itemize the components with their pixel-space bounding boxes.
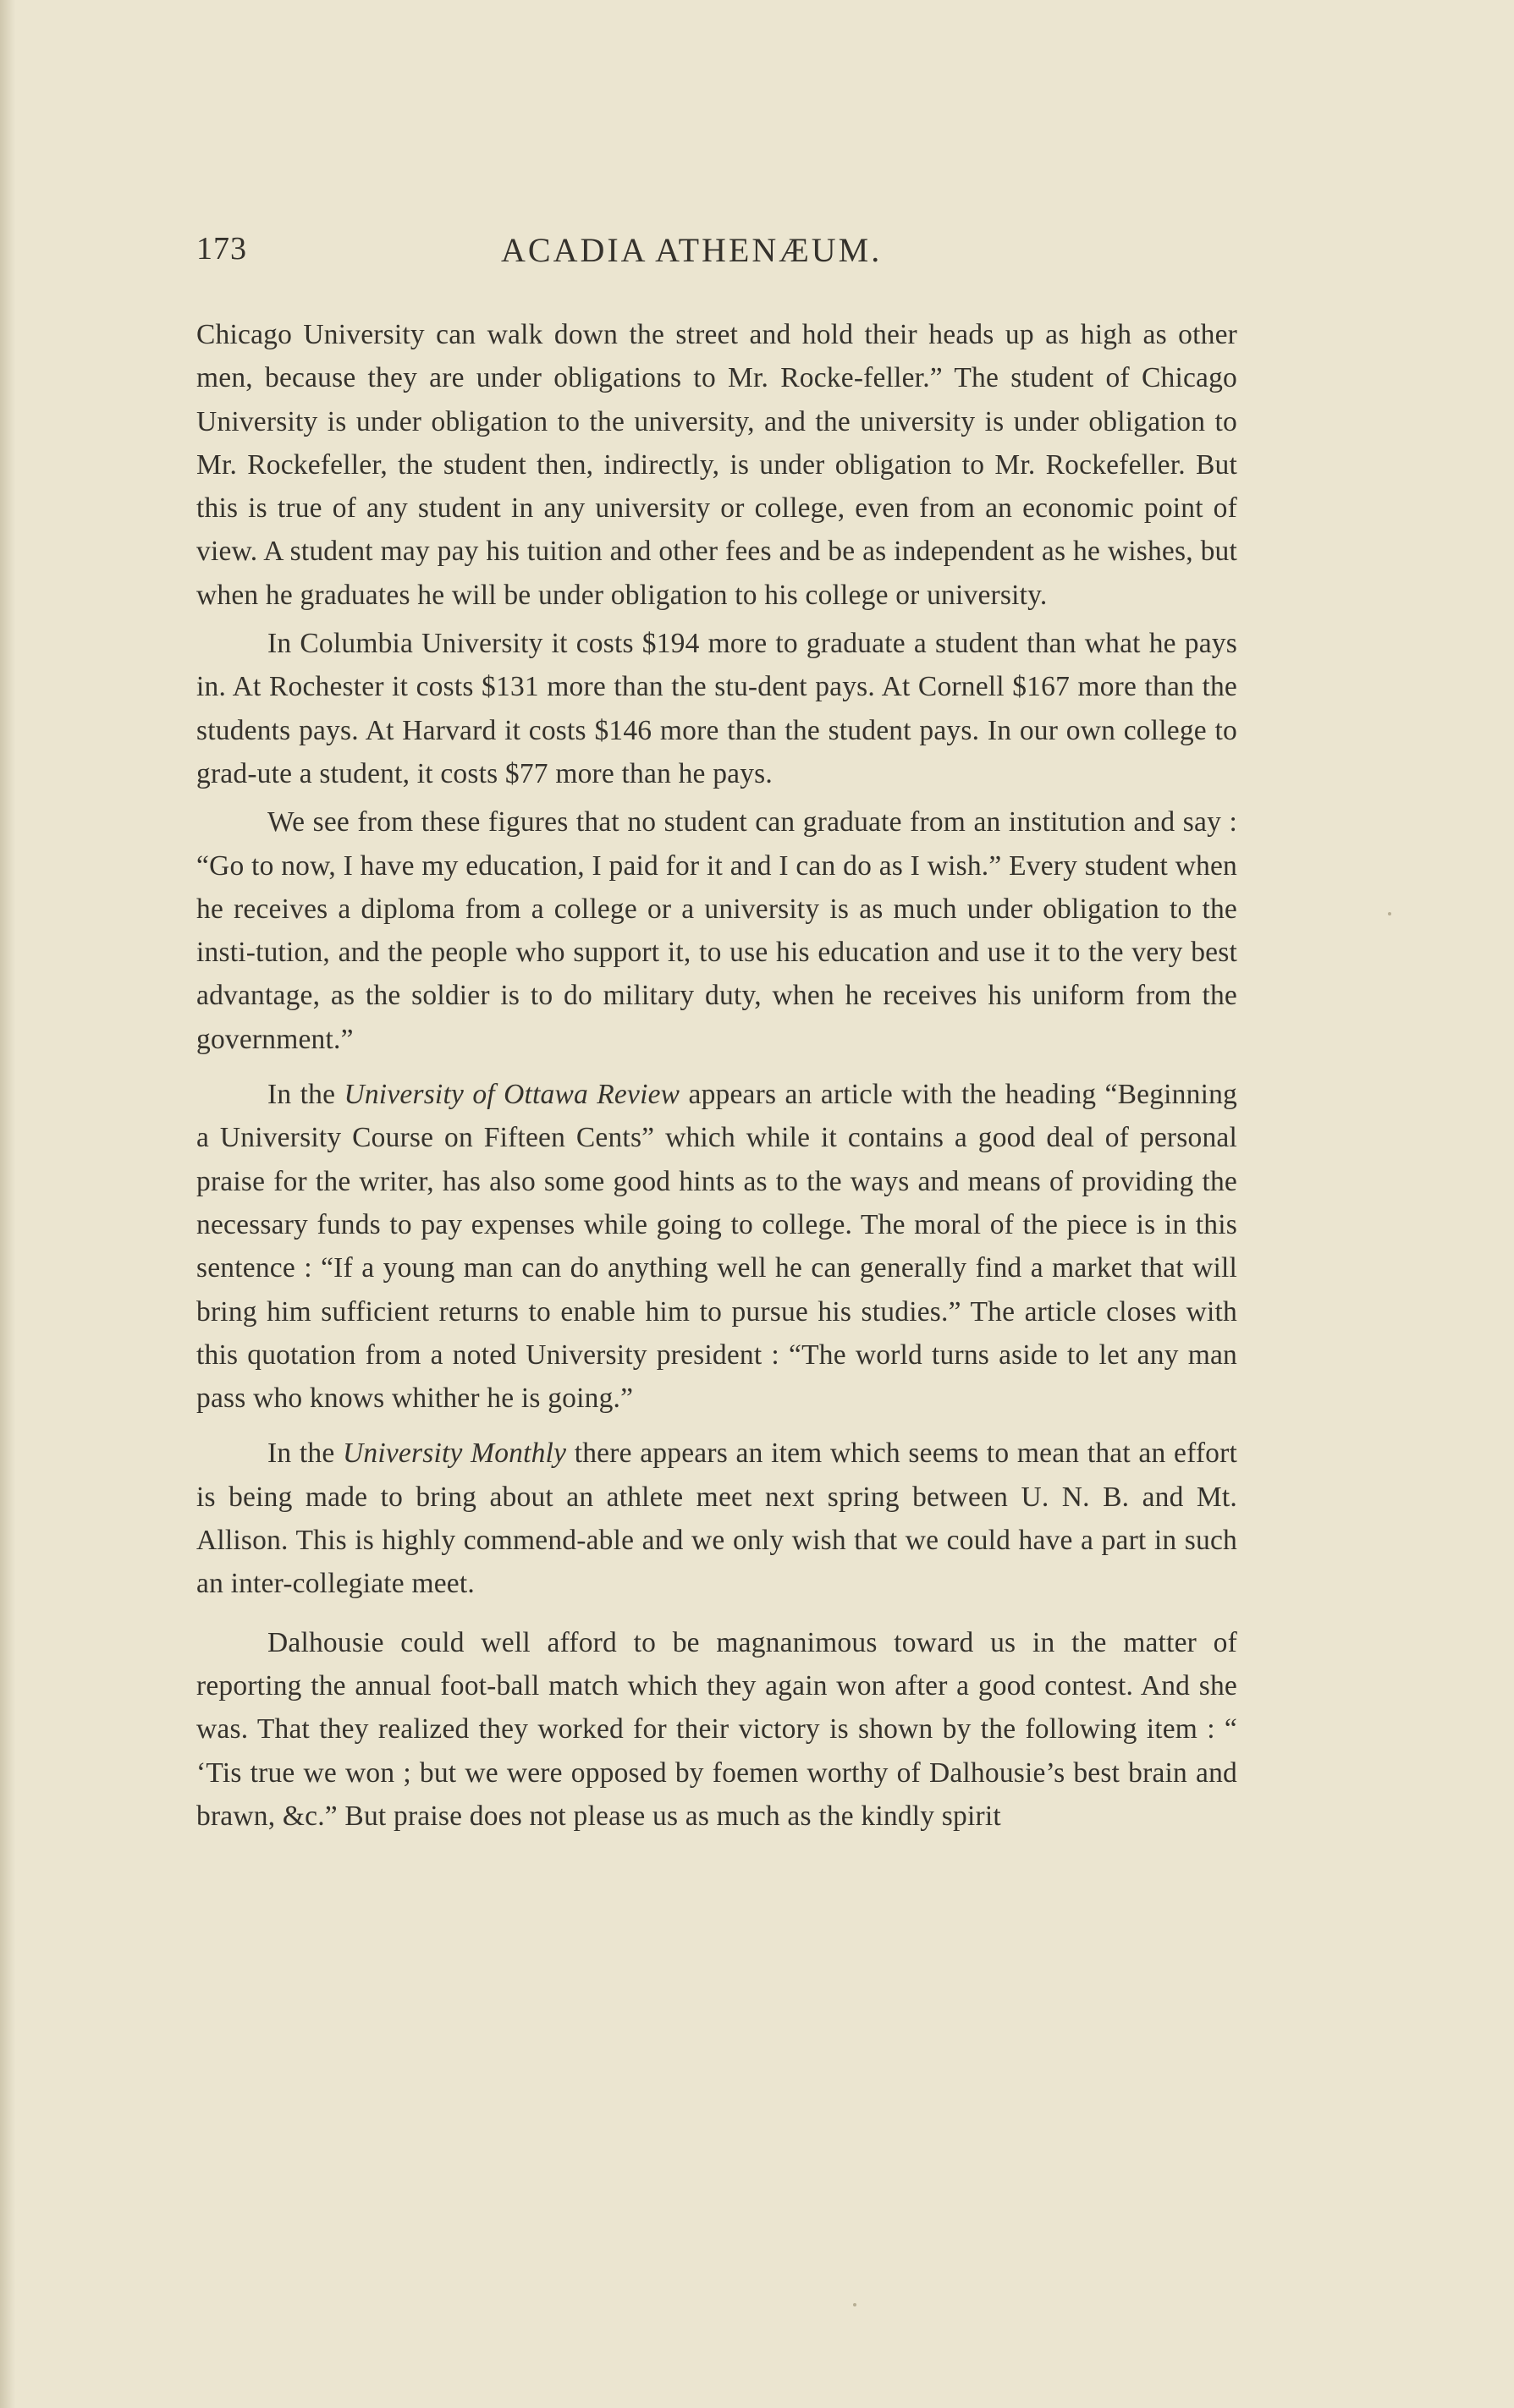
paragraph-text: In Columbia University it costs $194 more to graduate a student than what he pays in. At Rochester it costs $131 more than the stu-dent pays. At Cornell $167 more than the students pays. At Harvard it costs $146 more than the student pays. In our own college to grad-ute a student, it costs $77 more than he pays. — [196, 628, 1237, 789]
paragraph-text: We see from these figures that no student can graduate from an institution and say : “Go to now, I have my education, I paid for it and I can do as I wish.” Every student when he receives a diploma from a college or a university is as much under obligation to the insti-tution, and the people who support it, to use his education and use it to the very best advantage, as the soldier is to do military duty, when he receives his uniform from the government.” — [196, 806, 1237, 1055]
paragraph-text: In the — [267, 1438, 343, 1470]
page-edge-shadow — [0, 0, 15, 2408]
paper-speck — [1388, 912, 1391, 915]
paragraph-dalhousie — [196, 1621, 1237, 1838]
paragraph-text: In the — [267, 1079, 344, 1111]
journal-title: ACADIA ATHENÆUM. — [501, 231, 883, 269]
paragraph-continuation — [196, 313, 1237, 617]
paragraph-obligation — [196, 800, 1237, 1061]
paragraph-university-costs — [196, 622, 1237, 795]
paragraph-text: Chicago University can walk down the street and hold their heads up as high as other men, because they are under obligations to Mr. Rocke-feller.” The student of Chicago University is under obligation to the university, and the university is under obligation to Mr. Rockefeller, the student then, indirectly, is under obligation to Mr. Rockefeller. But this is true of any student in any university or college, even from an economic point of view. A student may pay his tuition and other fees and be as independent as he wishes, but when he graduates he will be under obligation to his college or university. — [196, 319, 1237, 611]
paragraph-ottawa-review — [196, 1073, 1237, 1420]
running-head — [196, 230, 1237, 281]
italic-title: University of Ottawa Review — [344, 1079, 680, 1111]
paragraph-text: there appears an item which seems to mean that an effort is being made to bring about an athlete meet next spring between U. N. B. and Mt. Allison. This is highly commend-able and we only wish that we could have a part in such an inter-collegiate meet. — [196, 1438, 1237, 1600]
paper-speck — [853, 2303, 856, 2306]
article-body — [196, 313, 1237, 1838]
paragraph-text: Dalhousie could well afford to be magnanimous toward us in the matter of reporting the annual foot-ball match which they again won after a good contest. And she was. That they realized they worked for their victory is shown by the following item : “ ‘Tis true we won ; but we were opposed by foemen worthy of Dalhousie’s best brain and brawn, &c.” But praise does not please us as much as the kindly spirit — [196, 1626, 1237, 1832]
page-number: 173 — [196, 231, 247, 267]
paragraph-university-monthly — [196, 1432, 1237, 1605]
paragraph-text: appears an article with the heading “Beginning a University Course on Fifteen Cents” which while it contains a good deal of personal praise for the writer, has also some good hints as to the ways and means of providing the necessary funds to pay expenses while going to college. The moral of the piece is in this sentence : “If a young man can do anything well he can generally find a market that will bring him sufficient returns to enable him to pursue his studies.” The article closes with this quotation from a noted University president : “The world turns aside to let any man pass who knows whither he is going.” — [196, 1079, 1237, 1415]
italic-title: University Monthly — [342, 1438, 567, 1470]
